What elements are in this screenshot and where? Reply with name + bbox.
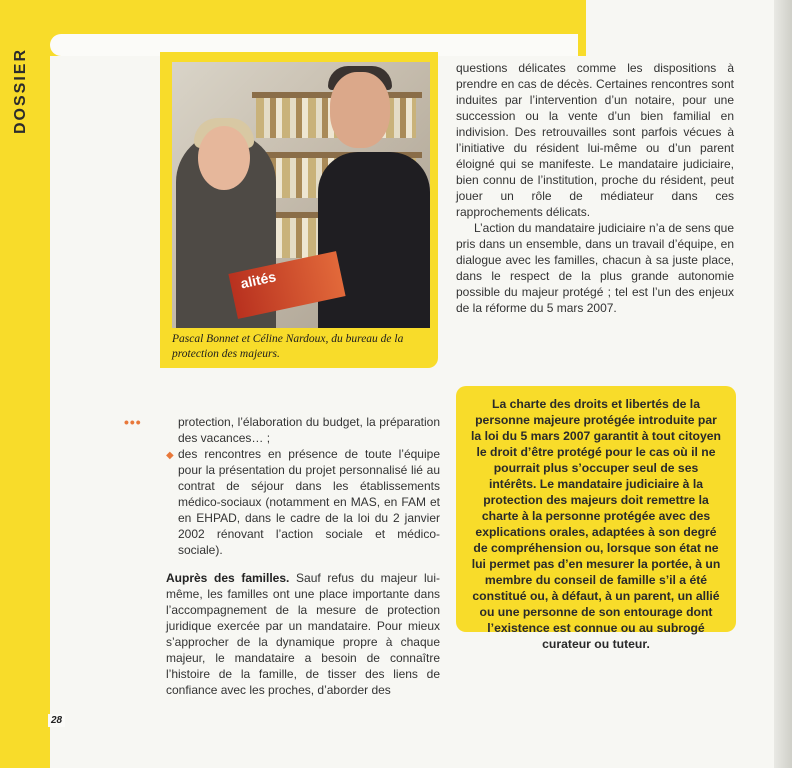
- list-item: [166, 446, 440, 558]
- highlight-text: La charte des droits et libertés de la personne majeure protégée introduite par la loi du 5 mars 2007 garantit à tout citoyen le droit d’être protégé pour le cas où il ne pourrait plus s’occuper seul de ses intérêts. Le mandataire judiciaire à la protection des majeurs doit remettre la charte à la personne protégée avec des explications orales, adaptées à son degré de compréhension ou, lorsque son état ne lui permet pas d’en mesurer la portée, à un membre du conseil de famille s’il a été constitué ou, à défaut, à un parent, un allié ou une personne de son entourage dont l’existence est connue ou au subrogé curateur ou tuteur.: [471, 397, 721, 651]
- person-man: [318, 152, 430, 328]
- right-column: [456, 60, 734, 316]
- face-man: [330, 72, 390, 148]
- page-edge: [774, 0, 792, 768]
- photo: [172, 62, 430, 328]
- left-column: [166, 414, 440, 698]
- magazine-title: alités: [239, 268, 278, 292]
- familles-text: Sauf refus du majeur lui-même, les familles ont une place importante dans l’accompagnement de la mesure de protection juridique exercée par un mandataire. Pour mieux s’approcher de la dynamique propre à chaque majeur, le mandataire a besoin de connaître l’histoire de la famille, de tisser des liens de confiance avec les proches, d’aborder des: [166, 571, 441, 697]
- right-para-1: questions délicates comme les dispositions à prendre en cas de décès. Certaines rencontres sont induites par l’intervention d’un notaire, pour une succession ou la vente d’un bien familial en indivision. Des retrouvailles sont parfois vécues à l’initiative du résident lui-même ou d’un parent éloigné qui se manifeste. Le mandataire judiciaire, bien connu de l’institution, proche du résident, peut jouer un rôle de médiateur dans ces rapprochements délicats.: [456, 61, 734, 219]
- bullet-continuation: protection, l’élaboration du budget, la préparation des vacances… ;: [178, 415, 440, 445]
- face-woman: [198, 126, 250, 190]
- bullet-marker: •••: [124, 414, 142, 430]
- bullet-text: des rencontres en présence de toute l’équipe pour la présentation du projet personnalisé lié au contrat de séjour dans les établissements médico-sociaux (notamment en MAS, en FAM et en EHPAD, dans le cadre de la loi du 2 janvier 2002 rénovant l’action sociale et médico-sociale).: [178, 447, 440, 557]
- familles-title: Auprès des familles.: [166, 571, 290, 585]
- page-number: 28: [48, 714, 65, 727]
- highlight-box: [456, 386, 736, 651]
- photo-caption: Pascal Bonnet et Céline Nardoux, du bureau de la protection des majeurs.: [172, 333, 404, 360]
- right-para-2: L’action du mandataire judiciaire n’a de sens que pris dans un ensemble, dans un travail d’équipe, en dialogue avec les familles, chacun à sa juste place, dans le respect de la plus grande autonomie possible du majeur protégé ; tel est l’un des enjeux de la réforme du 5 mars 2007.: [456, 221, 734, 315]
- familles-paragraph: [166, 570, 440, 698]
- diamond-icon: ◆: [166, 450, 174, 461]
- section-label: DOSSIER: [12, 47, 29, 134]
